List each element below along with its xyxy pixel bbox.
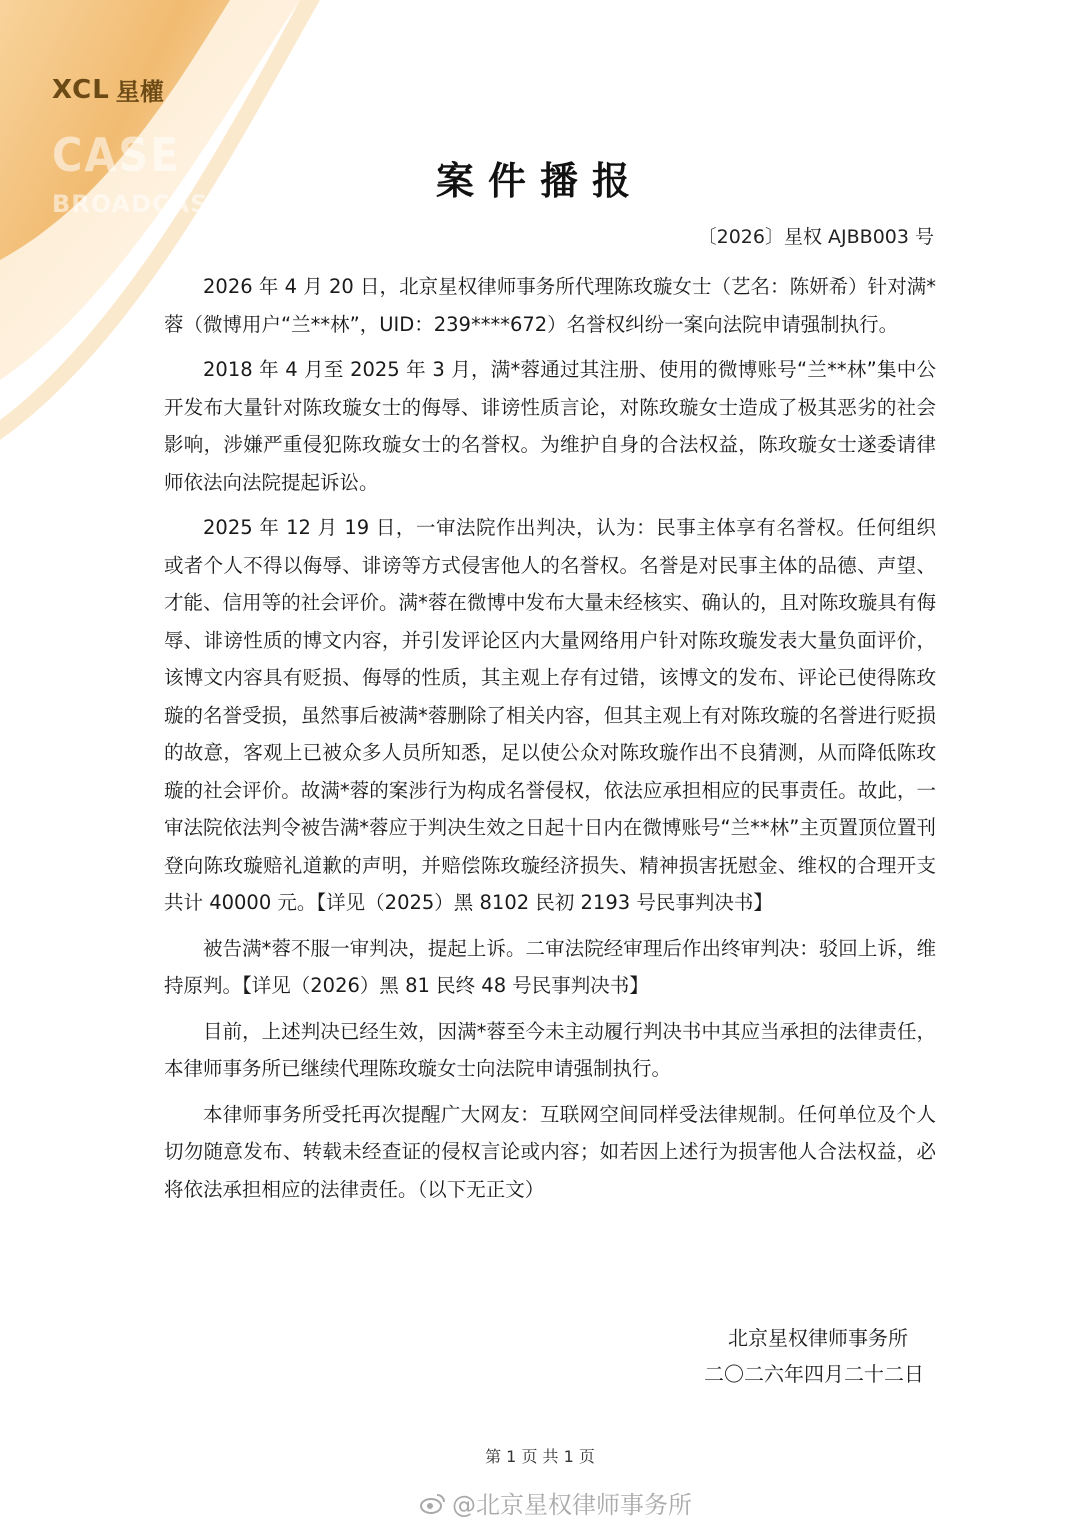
deco-case-text: CASE: [52, 128, 181, 182]
paragraph-6: 本律师事务所受托再次提醒广大网友：互联网空间同样受法律规制。任何单位及个人切勿随意发布、转载未经查证的侵权言论或内容；如若因上述行为损害他人合法权益，必将依法承担相应的法律责任。（以下无正文）: [164, 1102, 936, 1201]
paragraph-3: 2025 年 12 月 19 日，一审法院作出判决，认为：民事主体享有名誉权。任何组织或者个人不得以侮辱、诽谤等方式侵害他人的名誉权。名誉是对民事主体的品德、声望、才能、信用等的社会评价。满*蓉在微博中发布大量未经核实、确认的，且对陈玫璇具有侮辱、诽谤性质的博文内容，并引发评论区内大量网络用户针对陈玫璇发表大量负面评价，该博文内容具有贬损、侮辱的性质，其主观上存有过错，该博文的发布、评论已使得陈玫璇的名誉受损，虽然事后被满*蓉删除了相关内容，但其主观上有对陈玫璇的名誉进行贬损的故意，客观上已被众多人员所知悉，足以使公众对陈玫璇作出不良猜测，从而降低陈玫璇的社会评价。故满*蓉的案涉行为构成名誉侵权，依法应承担相应的民事责任。故此，一审法院依法判令被告满*蓉应于判决生效之日起十日内在微博账号“兰**林”主页置顶位置刊登向陈玫璇赔礼道歉的声明，并赔偿陈玫璇经济损失、精神损害抚慰金、维权的合理开支共计 40000 元。【详见（2025）黑 8102 民初 2193 号民事判决书】: [164, 516, 936, 914]
logo-mark: XCL: [52, 74, 110, 105]
paragraph-1: 2026 年 4 月 20 日，北京星权律师事务所代理陈玫璇女士（艺名：陈妍希）针对满*蓉（微博用户“兰**林”，UID：239****672）名誉权纠纷一案向法院申请强制执行。: [164, 275, 936, 336]
watermark-text: @北京星权律师事务所: [452, 1491, 692, 1519]
document-title: 案件播报: [435, 159, 644, 203]
brand-logo: [52, 72, 164, 107]
page-number: 第 1 页 共 1 页: [485, 1447, 595, 1466]
signature-organization: 北京星权律师事务所: [728, 1326, 908, 1350]
weibo-icon: [420, 1492, 446, 1514]
weibo-watermark: [420, 1485, 692, 1520]
paragraph-4: 被告满*蓉不服一审判决，提起上诉。二审法院经审理后作出终审判决：驳回上诉，维持原判。【详见（2026）黑 81 民终 48 号民事判决书】: [164, 936, 936, 997]
deco-broadcast-text: BROADCAST: [52, 190, 226, 218]
paragraph-5: 目前，上述判决已经生效，因满*蓉至今未主动履行判决书中其应当承担的法律责任，本律师事务所已继续代理陈玫璇女士向法院申请强制执行。: [164, 1019, 936, 1080]
logo-chinese-name: 星權: [115, 78, 164, 106]
signature-date: 二〇二六年四月二十二日: [704, 1362, 924, 1386]
document-body: [164, 268, 936, 1208]
document-number: 〔2026〕星权 AJBB003 号: [697, 226, 934, 248]
paragraph-2: 2018 年 4 月至 2025 年 3 月，满*蓉通过其注册、使用的微博账号“兰**林”集中公开发布大量针对陈玫璇女士的侮辱、诽谤性质言论，对陈玫璇女士造成了极其恶劣的社会影响，涉嫌严重侵犯陈玫璇女士的名誉权。为维护自身的合法权益，陈玫璇女士遂委请律师依法向法院提起诉讼。: [164, 358, 936, 494]
